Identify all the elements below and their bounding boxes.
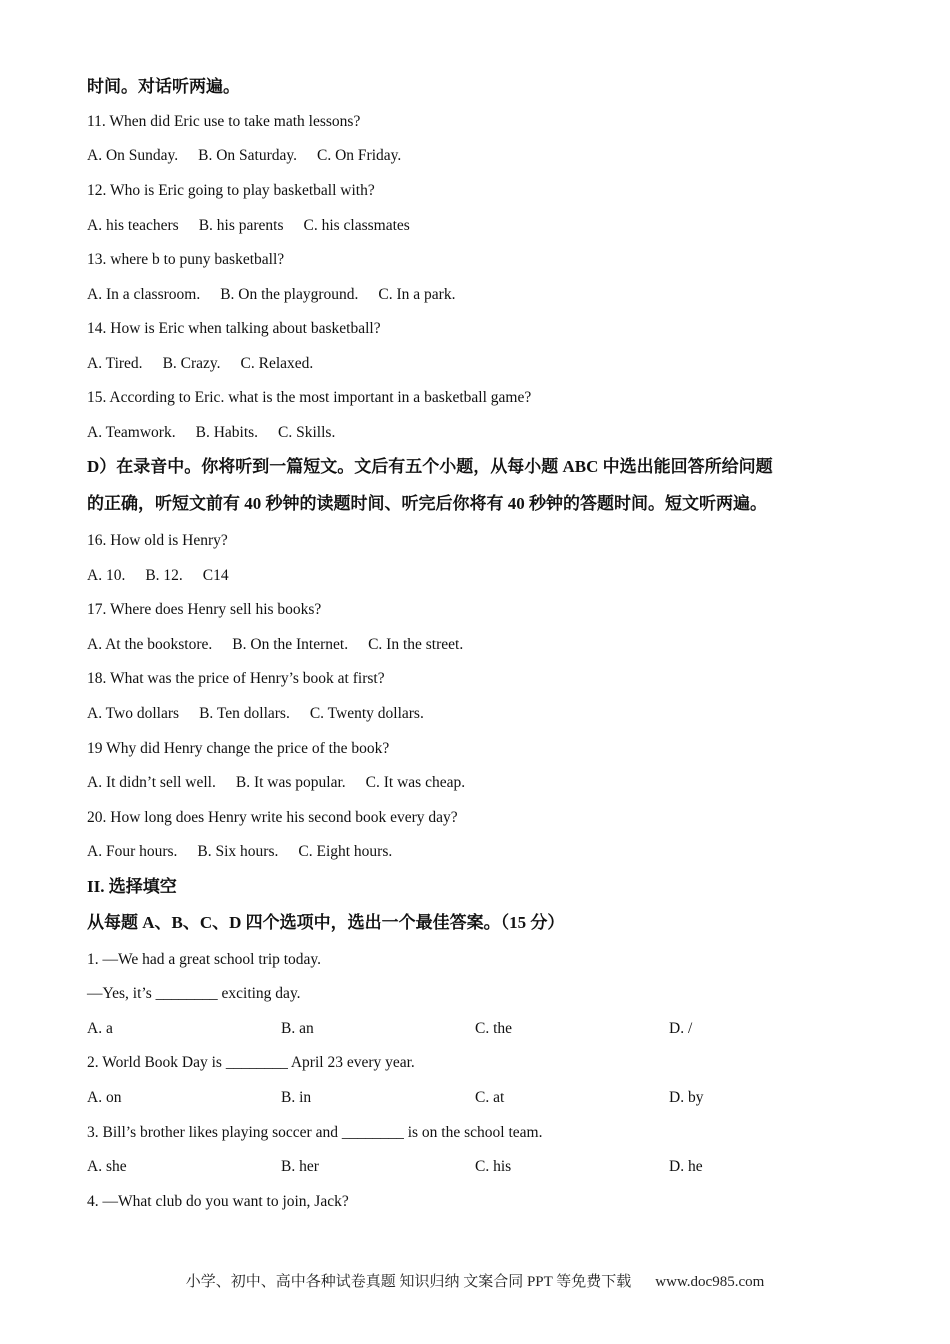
mc3-option-d: D. he [669, 1158, 703, 1175]
q20-option-b: B. Six hours. [197, 843, 279, 860]
q15-option-c: C. Skills. [278, 424, 336, 441]
q16-option-c: C14 [202, 567, 229, 584]
footer-text: 小学、初中、高中各种试卷真题 知识归纳 文案合同 PPT 等免费下载 [185, 1274, 632, 1290]
mc2-option-b: B. in [281, 1089, 312, 1106]
q14-option-a: A. Tired. [87, 355, 143, 372]
mc1-option-b: B. an [281, 1020, 314, 1037]
mc1-option-c: C. the [475, 1020, 513, 1037]
q16-options [87, 566, 229, 586]
q11-options [87, 146, 401, 166]
mc4-stem: 4. —What club do you want to join, Jack? [87, 1193, 349, 1210]
q12-option-c: C. his classmates [303, 217, 410, 234]
page-footer [0, 1270, 950, 1291]
q17-stem: 17. Where does Henry sell his books? [87, 601, 322, 618]
q17-option-c: C. In the street. [368, 636, 464, 653]
mc2-stem: 2. World Book Day is ________ April 23 every year. [87, 1054, 415, 1071]
q18-option-b: B. Ten dollars. [199, 705, 290, 722]
q16-option-b: B. 12. [145, 567, 183, 584]
q17-option-b: B. On the Internet. [232, 636, 349, 653]
q18-option-c: C. Twenty dollars. [309, 705, 424, 722]
mc1-option-d: D. / [669, 1020, 693, 1037]
part2-title: II. 选择填空 [87, 877, 177, 896]
q19-options [87, 773, 465, 793]
q18-options [87, 704, 424, 724]
q17-option-a: A. At the bookstore. [87, 636, 213, 653]
q14-stem: 14. How is Eric when talking about basketball? [87, 320, 381, 337]
mc1-line1: 1. —We had a great school trip today. [87, 951, 322, 968]
q16-stem: 16. How old is Henry? [87, 532, 228, 549]
mc2-option-c: C. at [475, 1089, 505, 1106]
q12-options [87, 216, 410, 236]
q12-stem: 12. Who is Eric going to play basketball with? [87, 182, 375, 199]
q11-option-a: A. On Sunday. [87, 147, 179, 164]
section-c-tail: 时间。对话听两遍。 [87, 77, 240, 96]
q20-options [87, 842, 392, 862]
q13-stem: 13. where b to puny basketball? [87, 251, 285, 268]
q16-option-a: A. 10. [87, 567, 126, 584]
q18-option-a: A. Two dollars [87, 705, 180, 722]
q18-stem: 18. What was the price of Henry’s book at first? [87, 670, 385, 687]
mc3-option-c: C. his [475, 1158, 512, 1175]
footer-url-link[interactable]: www.doc985.com [655, 1274, 765, 1290]
q13-option-c: C. In a park. [378, 286, 456, 303]
mc2-option-a: A. on [87, 1089, 122, 1106]
q13-option-b: B. On the playground. [220, 286, 359, 303]
q13-options [87, 285, 455, 305]
mc2-option-d: D. by [669, 1089, 704, 1106]
q14-options [87, 354, 313, 374]
section-d-instruction-line2: 的正确，听短文前有 40 秒钟的读题时间、听完后你将有 40 秒钟的答题时间。短文听两遍。 [87, 494, 767, 513]
q11-option-c: C. On Friday. [317, 147, 402, 164]
q11-option-b: B. On Saturday. [198, 147, 298, 164]
mc3-option-b: B. her [281, 1158, 319, 1175]
q12-option-b: B. his parents [198, 217, 284, 234]
q19-option-a: A. It didn’t sell well. [87, 774, 216, 791]
q11-stem: 11. When did Eric use to take math lessons? [87, 113, 361, 130]
mc1-option-a: A. a [87, 1020, 113, 1037]
q13-option-a: A. In a classroom. [87, 286, 201, 303]
q14-option-b: B. Crazy. [162, 355, 221, 372]
q19-stem: 19 Why did Henry change the price of the book? [87, 740, 390, 757]
q20-option-a: A. Four hours. [87, 843, 178, 860]
q15-option-b: B. Habits. [195, 424, 259, 441]
mc3-stem: 3. Bill’s brother likes playing soccer and ________ is on the school team. [87, 1124, 543, 1141]
q20-option-c: C. Eight hours. [298, 843, 393, 860]
q19-option-b: B. It was popular. [235, 774, 346, 791]
q14-option-c: C. Relaxed. [240, 355, 314, 372]
mc3-option-a: A. she [87, 1158, 127, 1175]
q15-stem: 15. According to Eric. what is the most important in a basketball game? [87, 389, 532, 406]
mc1-line2: —Yes, it’s ________ exciting day. [87, 985, 301, 1002]
part2-instruction: 从每题 A、B、C、D 四个选项中，选出一个最佳答案。（15 分） [87, 913, 565, 932]
q19-option-c: C. It was cheap. [365, 774, 466, 791]
q17-options [87, 635, 463, 655]
q15-option-a: A. Teamwork. [87, 424, 176, 441]
q20-stem: 20. How long does Henry write his second book every day? [87, 809, 458, 826]
q12-option-a: A. his teachers [87, 217, 179, 234]
q15-options [87, 423, 335, 443]
section-d-instruction-line1: D）在录音中。你将听到一篇短文。文后有五个小题，从每小题 ABC 中选出能回答所给问题 [87, 457, 773, 476]
